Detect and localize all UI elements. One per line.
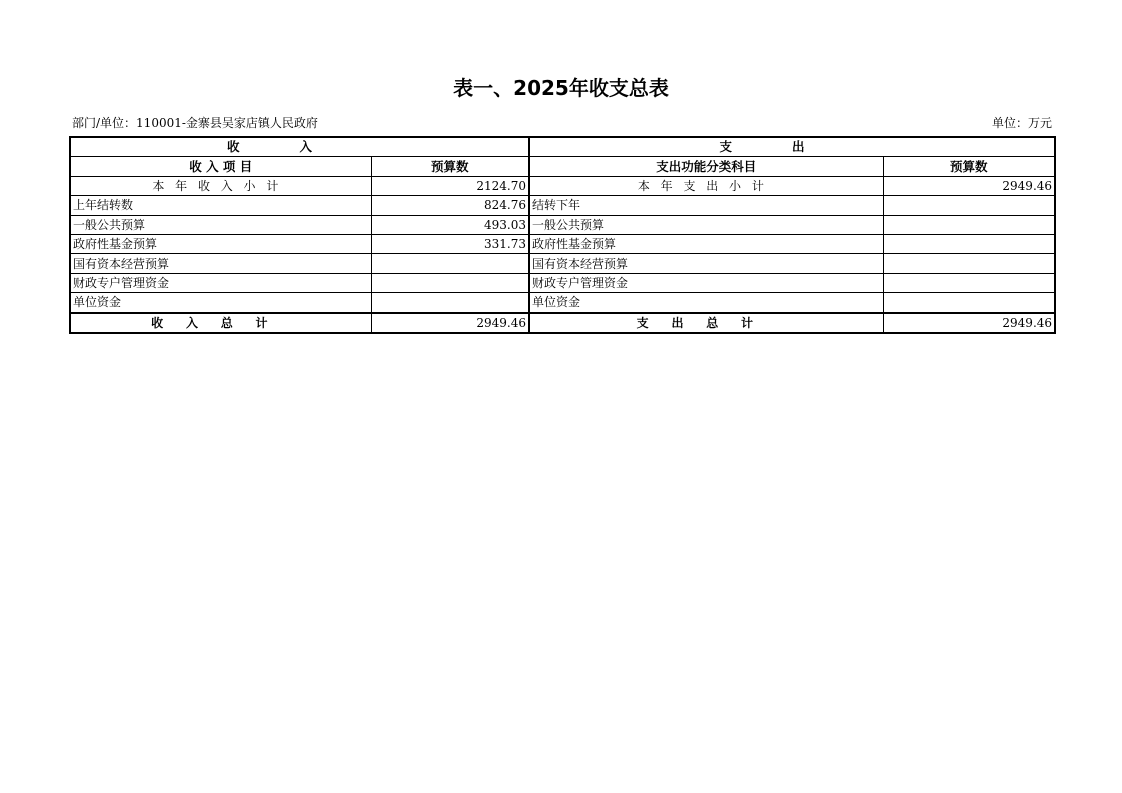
- income-item-label: 单位资金: [70, 293, 371, 313]
- income-item-value: 493.03: [371, 215, 529, 234]
- expense-item-label: 单位资金: [529, 293, 883, 313]
- income-item-value: 2124.70: [371, 176, 529, 195]
- table-row: [70, 254, 1055, 273]
- expense-total-label: 支出总计: [529, 313, 883, 333]
- table-row: [70, 273, 1055, 292]
- table-header-row: [70, 157, 1055, 176]
- income-item-value: [371, 293, 529, 313]
- income-budget-header: 预算数: [371, 157, 529, 176]
- income-item-value: 331.73: [371, 234, 529, 253]
- income-item-label: 本年收入小计: [70, 176, 371, 195]
- expense-item-label: 国有资本经营预算: [529, 254, 883, 273]
- expense-item-label: 一般公共预算: [529, 215, 883, 234]
- expense-item-value: [883, 196, 1055, 215]
- expense-item-header: 支出功能分类科目: [529, 157, 883, 176]
- expense-item-value: 2949.46: [883, 176, 1055, 195]
- income-total-label: 收入总计: [70, 313, 371, 333]
- income-item-header: 收 入 项 目: [70, 157, 371, 176]
- expense-budget-header: 预算数: [883, 157, 1055, 176]
- income-item-label: 一般公共预算: [70, 215, 371, 234]
- page-title: 表一、2025年收支总表: [453, 76, 669, 100]
- table-header-group-row: [70, 137, 1055, 157]
- income-item-label: 上年结转数: [70, 196, 371, 215]
- expense-item-value: [883, 254, 1055, 273]
- expense-item-label: 本年支出小计: [529, 176, 883, 195]
- table-row: [70, 196, 1055, 215]
- expense-item-value: [883, 273, 1055, 292]
- table-row: [70, 293, 1055, 313]
- table-row: [70, 234, 1055, 253]
- expense-item-value: [883, 293, 1055, 313]
- expense-item-label: 政府性基金预算: [529, 234, 883, 253]
- income-item-label: 国有资本经营预算: [70, 254, 371, 273]
- income-item-label: 政府性基金预算: [70, 234, 371, 253]
- expense-item-value: [883, 215, 1055, 234]
- expense-total-value: 2949.46: [883, 313, 1055, 333]
- budget-summary-table: [69, 136, 1056, 334]
- income-total-value: 2949.46: [371, 313, 529, 333]
- income-item-value: 824.76: [371, 196, 529, 215]
- income-item-label: 财政专户管理资金: [70, 273, 371, 292]
- expense-item-label: 财政专户管理资金: [529, 273, 883, 292]
- expense-item-label: 结转下年: [529, 196, 883, 215]
- expense-group-header: 支出: [529, 137, 1055, 157]
- department-label: 部门/单位：110001-金寨县吴家店镇人民政府: [72, 116, 318, 130]
- table-row: [70, 176, 1055, 195]
- table-row: [70, 215, 1055, 234]
- expense-item-value: [883, 234, 1055, 253]
- unit-label: 单位：万元: [991, 116, 1052, 130]
- totals-row: [70, 313, 1055, 333]
- income-item-value: [371, 254, 529, 273]
- income-item-value: [371, 273, 529, 292]
- income-group-header: 收入: [70, 137, 529, 157]
